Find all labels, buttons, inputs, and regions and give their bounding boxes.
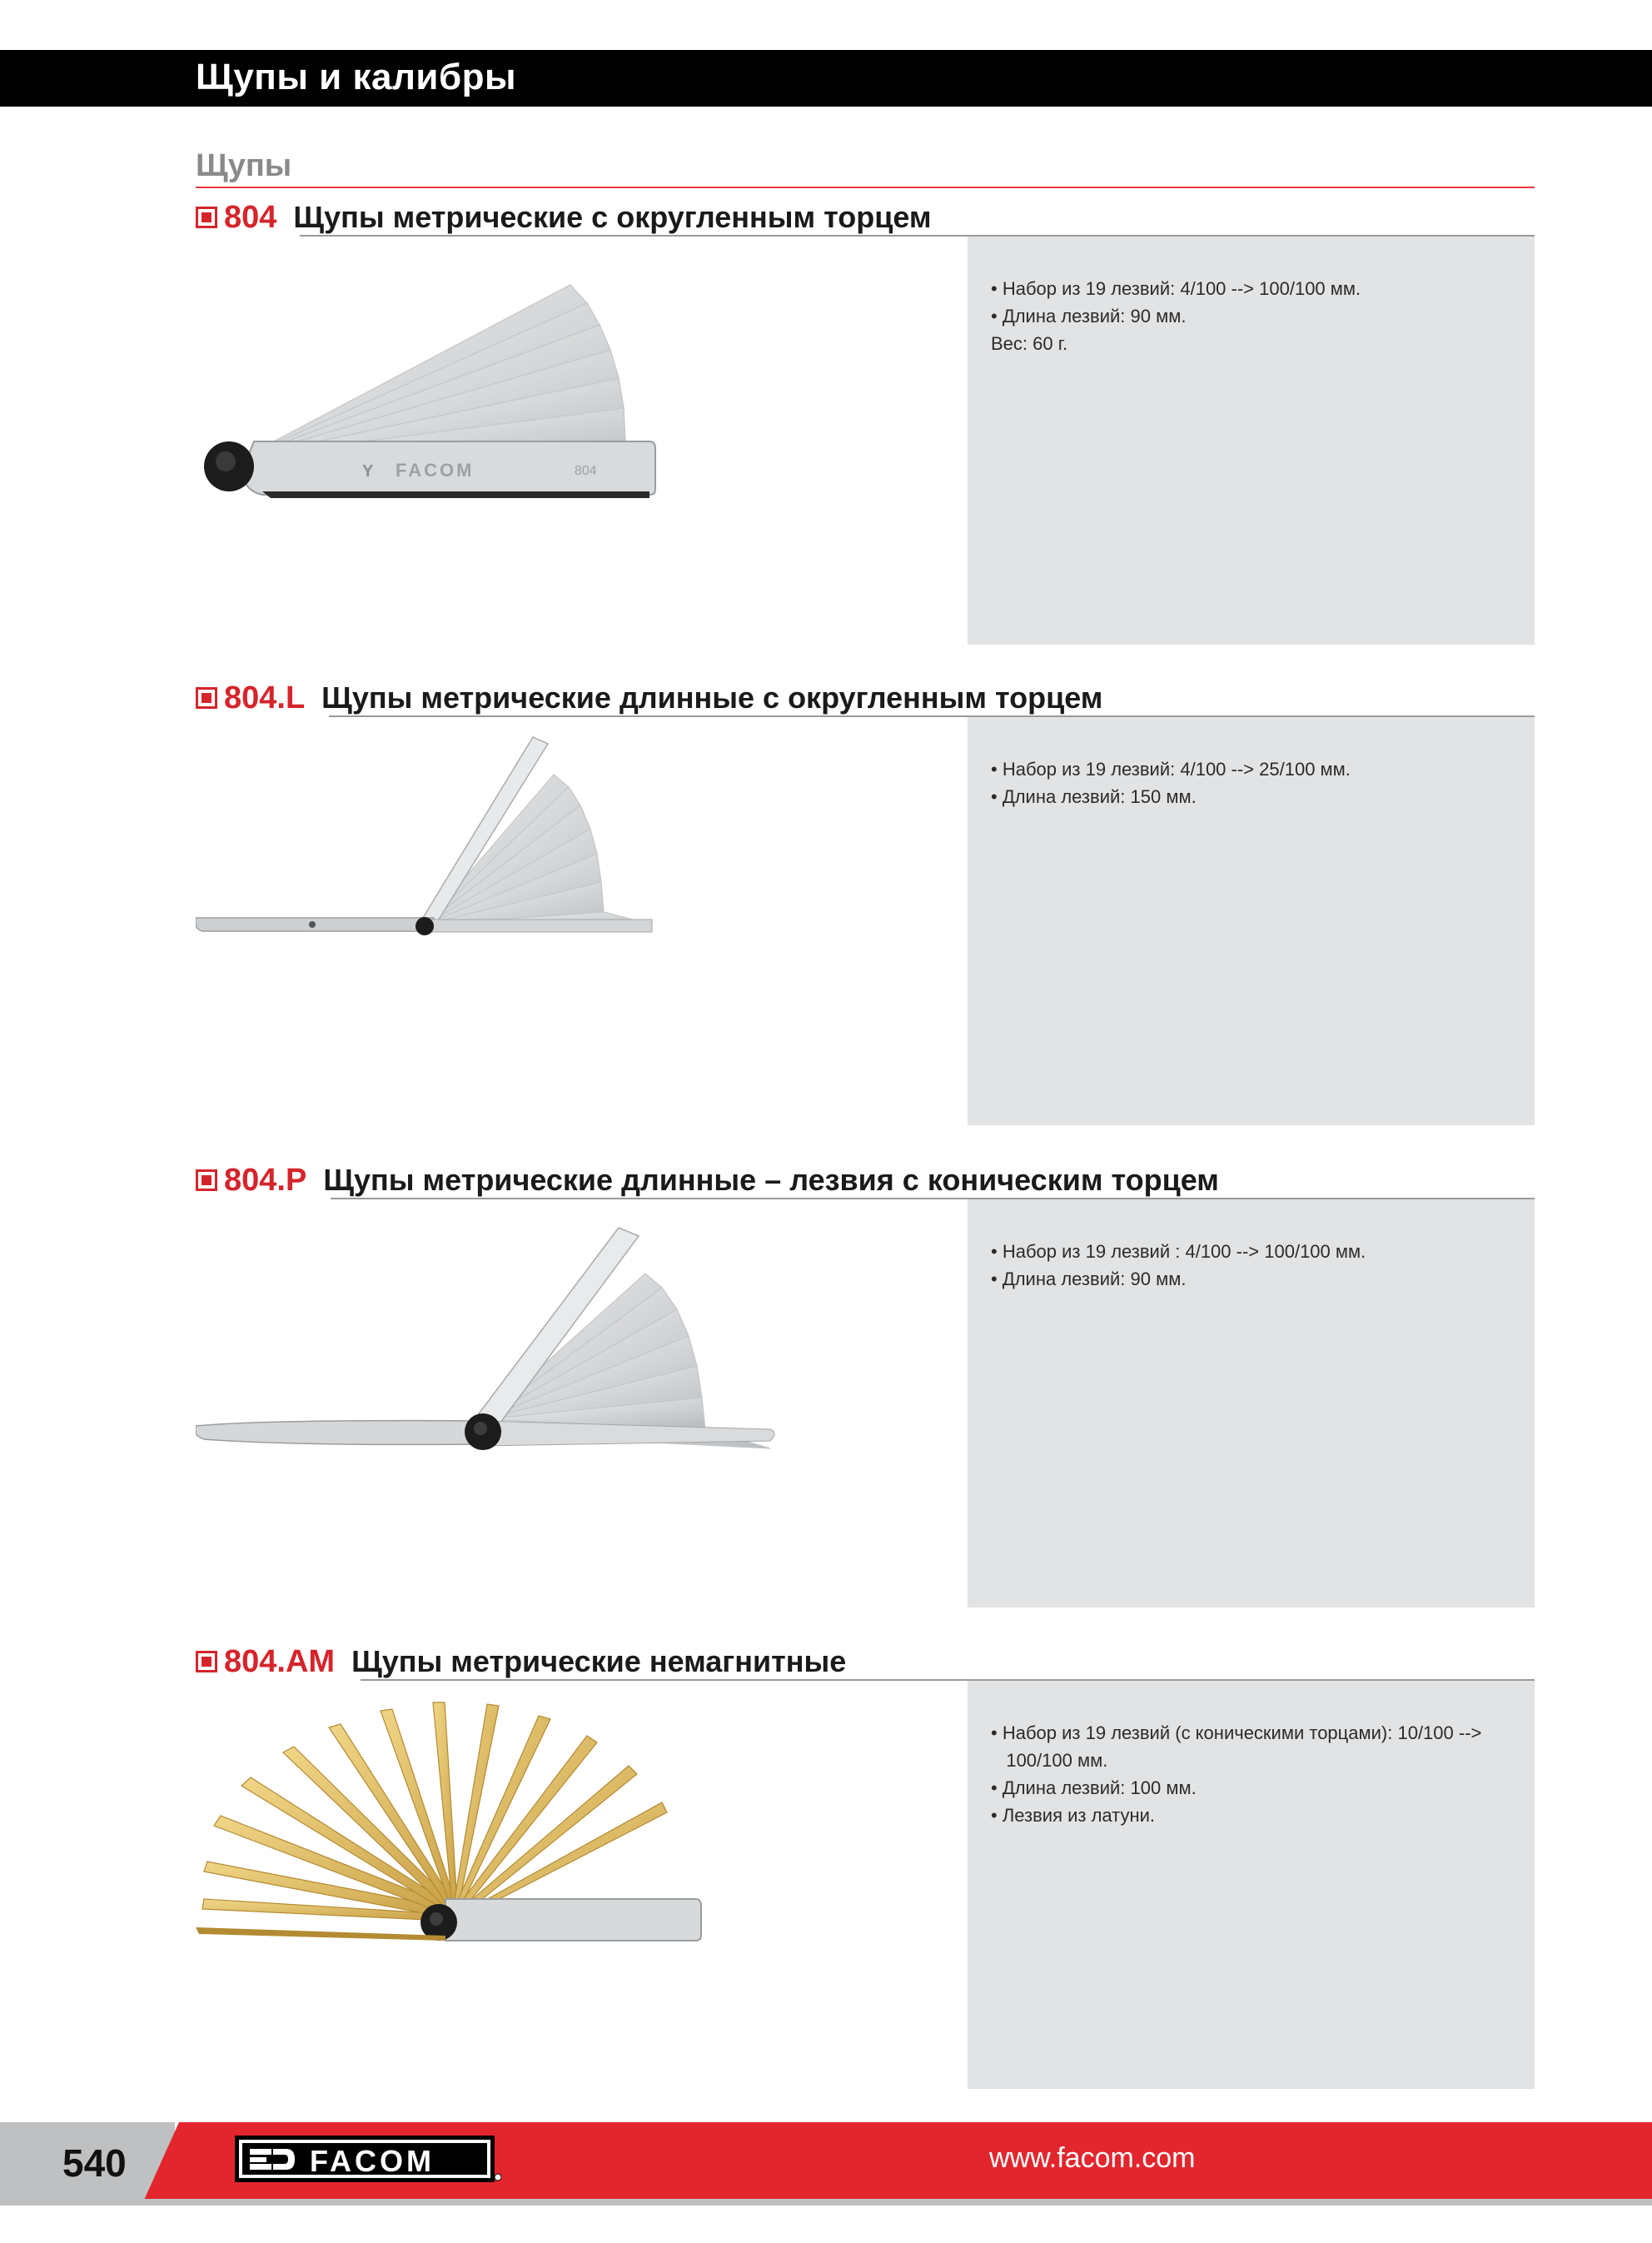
product-804-am [196, 1642, 1535, 2092]
red-square-icon [196, 1169, 217, 1191]
feeler-gauge-fan-icon [196, 248, 945, 648]
spec-item: Вес: 60 г. [991, 333, 1068, 354]
red-square-icon [196, 1651, 217, 1672]
page-number: 540 [62, 2141, 127, 2185]
title-bar [0, 50, 1652, 107]
logo-wordmark: FACOM [310, 2144, 435, 2178]
spec-item: • Лезвия из латуни. [991, 1805, 1156, 1826]
specs-panel [968, 1199, 1535, 1607]
long-feeler-gauge-icon [196, 729, 945, 1129]
product-804 [196, 198, 1535, 648]
svg-text:804: 804 [575, 464, 597, 478]
specs-panel [968, 237, 1535, 645]
section-divider [196, 187, 1535, 188]
product-header [196, 1642, 846, 1681]
spec-item: 100/100 мм. [991, 1750, 1108, 1771]
website-link[interactable]: www.facom.com [989, 2142, 1196, 2174]
spec-item: • Набор из 19 лезвий: 4/100 --> 100/100 мм. [991, 278, 1361, 299]
spec-item: • Длина лезвий: 100 мм. [991, 1777, 1197, 1798]
spec-item: • Набор из 19 лезвий (с коническими торцами): 10/100 --> [991, 1722, 1482, 1743]
spec-item: • Набор из 19 лезвий : 4/100 --> 100/100 мм. [991, 1241, 1366, 1262]
product-header [196, 198, 932, 237]
facom-logo [235, 2134, 501, 2186]
product-code: 804.P [224, 1162, 307, 1198]
svg-text:FACOM: FACOM [396, 460, 475, 481]
product-header [196, 1161, 1219, 1199]
product-code: 804.AM [224, 1643, 336, 1679]
specs-panel [968, 1681, 1535, 2089]
footer-underline [0, 2199, 1652, 2206]
product-header [196, 679, 1102, 717]
spec-item: • Набор из 19 лезвий: 4/100 --> 25/100 мм. [991, 759, 1351, 780]
product-804-l [196, 679, 1535, 1129]
red-square-icon [196, 687, 217, 709]
product-name: Щупы метрические с округленным торцем [293, 200, 932, 234]
product-name: Щупы метрические длинные – лезвия с коническим торцем [323, 1163, 1219, 1197]
svg-text:Y: Y [362, 462, 374, 481]
page-title: Щупы и калибры [196, 57, 517, 97]
spec-item: • Длина лезвий: 90 мм. [991, 1269, 1187, 1289]
spec-item: • Длина лезвий: 90 мм. [991, 306, 1187, 326]
product-name: Щупы метрические немагнитные [351, 1644, 847, 1678]
specs-panel [968, 717, 1535, 1125]
section-heading: Щупы [196, 148, 292, 183]
red-square-icon [196, 207, 217, 228]
product-code: 804 [224, 199, 277, 235]
product-name: Щупы метрические длинные с округленным торцем [321, 680, 1103, 715]
product-code: 804.L [224, 680, 306, 715]
product-804-p [196, 1161, 1535, 1611]
spec-item: • Длина лезвий: 150 мм. [991, 786, 1197, 807]
tapered-feeler-gauge-icon [196, 1211, 945, 1611]
brass-feeler-gauge-icon [196, 1692, 945, 2092]
